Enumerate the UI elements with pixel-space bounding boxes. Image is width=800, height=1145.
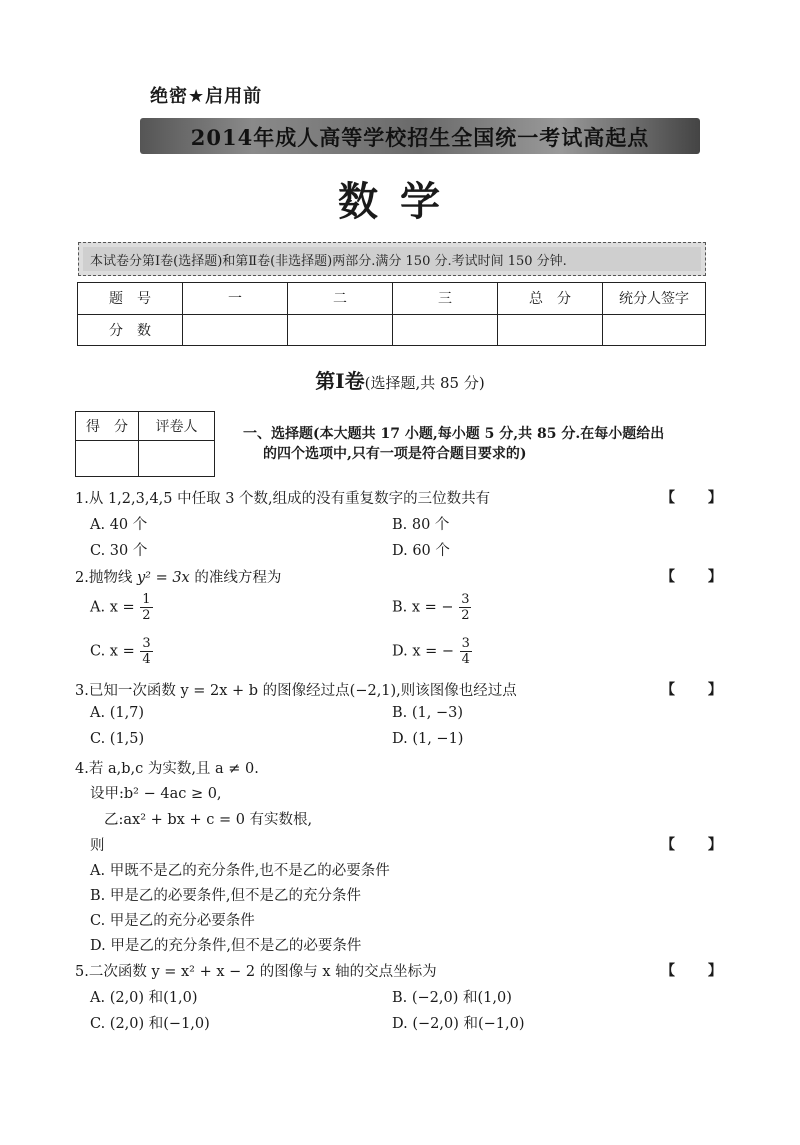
grader-score-label: 得 分	[76, 412, 139, 441]
section-line2: 的四个选项中,只有一项是符合题目要求的)	[263, 446, 527, 462]
row-label-number: 题 号	[78, 283, 183, 315]
score-cell-1[interactable]	[183, 314, 288, 346]
grader-score-cell[interactable]	[76, 441, 139, 477]
q4-option-c: C. 甲是乙的充分必要条件	[90, 913, 255, 929]
q1-option-b: B. 80 个	[392, 517, 450, 533]
col-3: 三	[393, 283, 498, 315]
q2-a-fraction: $\frac{1}{2}$	[142, 592, 151, 623]
score-table	[77, 282, 706, 346]
q2-d-fraction: $\frac{3}{4}$	[461, 636, 470, 667]
table-row	[78, 314, 706, 346]
q1-option-c: C. 30 个	[90, 543, 148, 559]
q5-option-b: B. (−2,0) 和(1,0)	[392, 990, 512, 1006]
q4-option-a: A. 甲既不是乙的充分条件,也不是乙的必要条件	[90, 863, 390, 879]
q2-c-fraction: $\frac{3}{4}$	[142, 636, 151, 667]
q1-answer-bracket[interactable]: 【 】	[661, 490, 736, 506]
grader-reviewer-label: 评卷人	[139, 412, 215, 441]
score-cell-total[interactable]	[498, 314, 603, 346]
part1-subtitle: (选择题,共 85 分)	[364, 374, 485, 392]
exam-notice: 本试卷分第Ⅰ卷(选择题)和第Ⅱ卷(非选择题)两部分.满分 150 分.考试时间 150 分钟.	[90, 254, 567, 269]
q5-option-a: A. (2,0) 和(1,0)	[90, 990, 198, 1006]
q1-option-a: A. 40 个	[90, 517, 148, 533]
q5-stem: 5.二次函数 y = x² + x − 2 的图像与 x 轴的交点坐标为	[75, 964, 437, 980]
q2-stem-post: 的准线方程为	[189, 570, 282, 586]
q2-stem-pre: 2.抛物线	[75, 570, 137, 586]
row-label-score: 分 数	[78, 314, 183, 346]
table-row	[78, 283, 706, 315]
q2-option-a	[90, 592, 154, 623]
q2-stem	[75, 566, 281, 587]
q3-option-a: A. (1,7)	[90, 705, 145, 721]
q3-option-b: B. (1, −3)	[392, 705, 464, 721]
grader-reviewer-cell[interactable]	[139, 441, 215, 477]
q2-answer-bracket[interactable]: 【 】	[661, 569, 736, 585]
q3-answer-bracket[interactable]: 【 】	[661, 682, 736, 698]
q4-option-b: B. 甲是乙的必要条件,但不是乙的充分条件	[90, 888, 361, 904]
section-line1: 一、选择题(本大题共 17 小题,每小题 5 分,共 85 分.在每小题给出	[243, 426, 665, 442]
q2-option-c	[90, 636, 154, 667]
q3-stem: 3.已知一次函数 y = 2x + b 的图像经过点(−2,1),则该图像也经过点	[75, 683, 517, 699]
col-2: 二	[288, 283, 393, 315]
q2-option-b	[392, 592, 472, 623]
table-row	[76, 441, 215, 477]
q1-stem: 1.从 1,2,3,4,5 中任取 3 个数,组成的没有重复数字的三位数共有	[75, 491, 491, 507]
q5-answer-bracket[interactable]: 【 】	[661, 963, 736, 979]
q2-d-text: D. x = −	[392, 643, 455, 660]
q2-a-text: A. x =	[90, 599, 135, 616]
section-instructions	[243, 424, 703, 464]
grader-box	[75, 411, 215, 477]
q2-b-text: B. x = −	[392, 599, 454, 616]
score-cell-2[interactable]	[288, 314, 393, 346]
table-row	[76, 412, 215, 441]
q4-condition-yi: 乙:ax² + bx + c = 0 有实数根,	[104, 812, 313, 828]
q4-then: 则	[90, 838, 105, 854]
q1-option-d: D. 60 个	[392, 543, 450, 559]
q2-c-text: C. x =	[90, 643, 135, 660]
score-cell-signer[interactable]	[603, 314, 706, 346]
col-1: 一	[183, 283, 288, 315]
q2-option-d	[392, 636, 473, 667]
score-cell-3[interactable]	[393, 314, 498, 346]
q4-stem: 4.若 a,b,c 为实数,且 a ≠ 0.	[75, 761, 259, 777]
q3-option-c: C. (1,5)	[90, 731, 145, 747]
subject-title: 数学	[338, 179, 462, 225]
q2-stem-math: y² = 3x	[136, 570, 190, 586]
q4-answer-bracket[interactable]: 【 】	[661, 837, 736, 853]
confidential-label: 绝密★启用前	[150, 86, 263, 107]
exam-title: 2014年成人高等学校招生全国统一考试高起点	[190, 125, 650, 150]
q5-option-c: C. (2,0) 和(−1,0)	[90, 1016, 210, 1032]
q5-option-d: D. (−2,0) 和(−1,0)	[392, 1016, 525, 1032]
col-total: 总 分	[498, 283, 603, 315]
col-signer: 统分人签字	[603, 283, 706, 315]
q4-condition-jia: 设甲:b² − 4ac ≥ 0,	[90, 786, 222, 802]
part1-heading	[0, 365, 800, 394]
q3-option-d: D. (1, −1)	[392, 731, 464, 747]
q4-option-d: D. 甲是乙的充分条件,但不是乙的必要条件	[90, 938, 362, 954]
part1-title: 第Ⅰ卷	[315, 369, 365, 393]
q2-b-fraction: $\frac{3}{2}$	[461, 592, 470, 623]
